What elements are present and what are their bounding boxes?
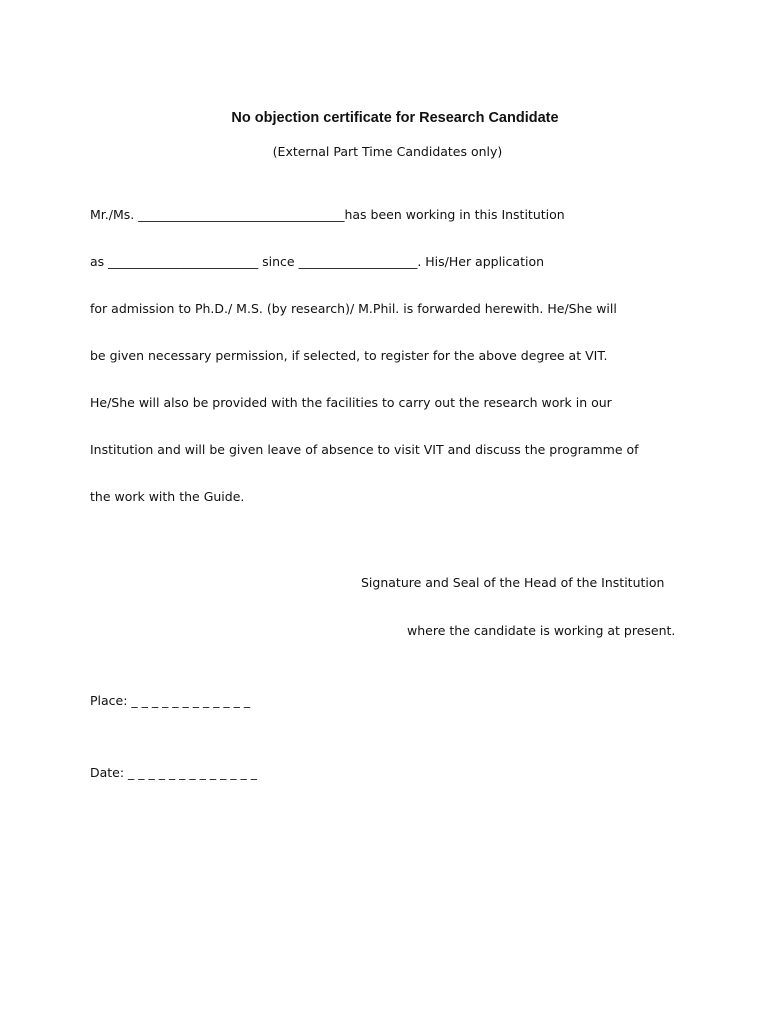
body-line-6: Institution and will be given leave of absence to visit VIT and discuss the programme of xyxy=(90,442,639,457)
body-line-4: be given necessary permission, if selected, to register for the above degree at VIT. xyxy=(90,348,608,363)
document-title: No objection certificate for Research Candidate xyxy=(231,110,559,126)
signature-line-1: Signature and Seal of the Head of the Institution xyxy=(361,575,665,590)
body-line-5: He/She will also be provided with the facilities to carry out the research work in our xyxy=(90,395,612,410)
body-line-1: Mr./Ms. _________________________________has been working in this Institution xyxy=(90,207,565,222)
body-line-7: the work with the Guide. xyxy=(90,489,245,504)
date-field: Date: _ _ _ _ _ _ _ _ _ _ _ _ _ xyxy=(90,765,257,780)
body-line-3: for admission to Ph.D./ M.S. (by research)/ M.Phil. is forwarded herewith. He/She will xyxy=(90,301,617,316)
document-subtitle: (External Part Time Candidates only) xyxy=(272,144,503,159)
signature-line-2: where the candidate is working at present. xyxy=(407,623,676,638)
place-field: Place: _ _ _ _ _ _ _ _ _ _ _ _ xyxy=(90,693,251,708)
body-line-2: as ________________________ since ___________________. His/Her application xyxy=(90,254,545,269)
